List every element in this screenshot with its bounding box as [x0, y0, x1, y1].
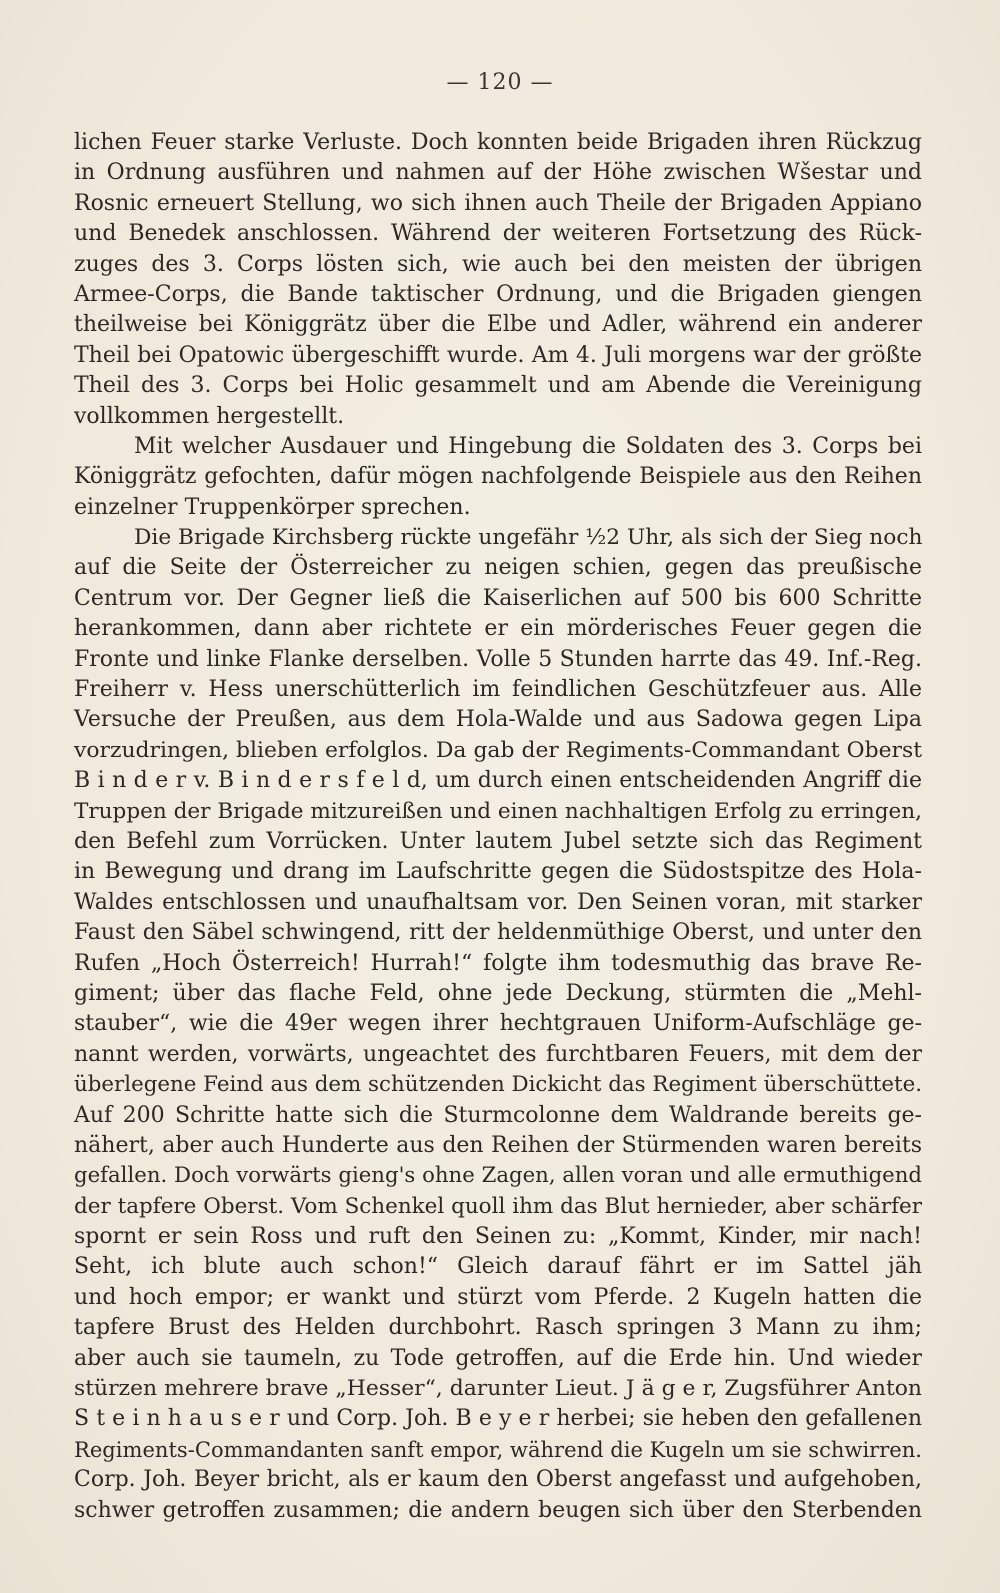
text-line: S t e i n h a u s e r und Corp. Joh. B e y e r herbei; sie heben den gefallenen: [74, 1406, 922, 1432]
text-line: den Befehl zum Vorrücken. Unter lautem Jubel setzte sich das Regiment: [74, 828, 922, 854]
text-line: überlegene Feind aus dem schützenden Dickicht das Regiment überschüttete.: [74, 1072, 922, 1098]
text-line: Theil bei Opatowic übergeschifft wurde. Am 4. Juli morgens war der größte: [74, 342, 922, 368]
text-line: vorzudringen, blieben erfolglos. Da gab der Regiments-Commandant Oberst: [74, 737, 922, 763]
page-number: — 120 —: [446, 70, 554, 95]
text-line: Rufen „Hoch Österreich! Hurrah!“ folgte ihm todesmuthig das brave Re-: [74, 950, 922, 976]
text-line: Centrum vor. Der Gegner ließ die Kaiserlichen auf 500 bis 600 Schritte: [74, 585, 922, 611]
text-line: stürzen mehrere brave „Hesser“, darunter Lieut. J ä g e r, Zugsführer Anton: [74, 1376, 922, 1402]
text-line: der tapfere Oberst. Vom Schenkel quoll ihm das Blut hernieder, aber schärfer: [74, 1193, 922, 1219]
text-line: Die Brigade Kirchsberg rückte ungefähr ½2 Uhr, als sich der Sieg noch: [134, 525, 923, 551]
text-line: gefallen. Doch vorwärts gieng's ohne Zagen, allen voran und alle ermuthigend: [74, 1163, 922, 1189]
text-line: und Benedek anschlossen. Während der weiteren Fortsetzung des Rück-: [74, 221, 922, 247]
text-line: in Ordnung ausführen und nahmen auf der Höhe zwischen Wšestar und: [74, 160, 922, 186]
text-line: schwer getroffen zusammen; die andern beugen sich über den Sterbenden: [74, 1497, 922, 1523]
text-line: Rosnic erneuert Stellung, wo sich ihnen auch Theile der Brigaden Appiano: [74, 190, 922, 216]
text-line: Versuche der Preußen, aus dem Hola-Walde und aus Sadowa gegen Lipa: [74, 707, 922, 733]
text-line: Faust den Säbel schwingend, ritt der heldenmüthige Oberst, und unter den: [74, 920, 922, 946]
text-line: theilweise bei Königgrätz über die Elbe und Adler, während ein anderer: [74, 312, 922, 338]
text-line: Corp. Joh. Beyer bricht, als er kaum den Oberst angefasst und aufgehoben,: [74, 1467, 922, 1493]
text-line: nannt werden, vorwärts, ungeachtet des furchtbaren Feuers, mit dem der: [74, 1041, 922, 1067]
text-line: spornt er sein Ross und ruft den Seinen zu: „Kommt, Kinder, mir nach!: [74, 1224, 922, 1250]
text-line: auf die Seite der Österreicher zu neigen schien, gegen das preußische: [74, 555, 922, 581]
text-line: tapfere Brust des Helden durchbohrt. Rasch springen 3 Mann zu ihm;: [74, 1315, 922, 1341]
text-line: und hoch empor; er wankt und stürzt vom Pferde. 2 Kugeln hatten die: [74, 1284, 922, 1310]
text-line: lichen Feuer starke Verluste. Doch konnten beide Brigaden ihren Rückzug: [74, 130, 922, 155]
text-line: B i n d e r v. B i n d e r s f e l d, um durch einen entscheidenden Angriff die: [74, 768, 922, 794]
text-line: Theil des 3. Corps bei Holic gesammelt und am Abende die Vereinigung: [74, 373, 922, 399]
text-line: Armee-Corps, die Bande taktischer Ordnung, und die Brigaden giengen: [74, 281, 922, 307]
body-text: [74, 128, 922, 1526]
text-line: nähert, aber auch Hunderte aus den Reihen der Stürmenden waren bereits: [74, 1132, 922, 1158]
text-line: Fronte und linke Flanke derselben. Volle 5 Stunden harrte das 49. Inf.-Reg.: [74, 646, 922, 672]
text-line: Truppen der Brigade mitzureißen und einen nachhaltigen Erfolg zu erringen,: [74, 798, 922, 824]
text-line: Königgrätz gefochten, dafür mögen nachfolgende Beispiele aus den Reihen: [74, 464, 922, 490]
text-line: stauber“, wie die 49er wegen ihrer hechtgrauen Uniform-Aufschläge ge-: [74, 1011, 922, 1037]
text-line: giment; über das flache Feld, ohne jede Deckung, stürmten die „Mehl-: [74, 980, 922, 1006]
text-line: Mit welcher Ausdauer und Hingebung die Soldaten des 3. Corps bei: [134, 433, 922, 459]
text-line: vollkommen hergestellt.: [74, 403, 345, 429]
text-line: einzelner Truppenkörper sprechen.: [74, 494, 471, 520]
text-line: Seht, ich blute auch schon!“ Gleich darauf fährt er im Sattel jäh: [74, 1254, 922, 1280]
text-line: herankommen, dann aber richtete er ein mörderisches Feuer gegen die: [74, 616, 922, 642]
text-line: Waldes entschlossen und unaufhaltsam vor. Den Seinen voran, mit starker: [74, 889, 922, 915]
text-line: zuges des 3. Corps lösten sich, wie auch bei den meisten der übrigen: [74, 251, 922, 277]
text-line: Freiherr v. Hess unerschütterlich im feindlichen Geschützfeuer aus. Alle: [74, 677, 922, 703]
text-line: Regiments-Commandanten sanft empor, während die Kugeln um sie schwirren.: [74, 1436, 922, 1462]
text-line: aber auch sie taumeln, zu Tode getroffen, auf die Erde hin. Und wieder: [74, 1345, 922, 1371]
text-line: Auf 200 Schritte hatte sich die Sturmcolonne dem Waldrande bereits ge-: [74, 1102, 922, 1128]
text-line: in Bewegung und drang im Laufschritte gegen die Südostspitze des Hola-: [74, 859, 922, 885]
